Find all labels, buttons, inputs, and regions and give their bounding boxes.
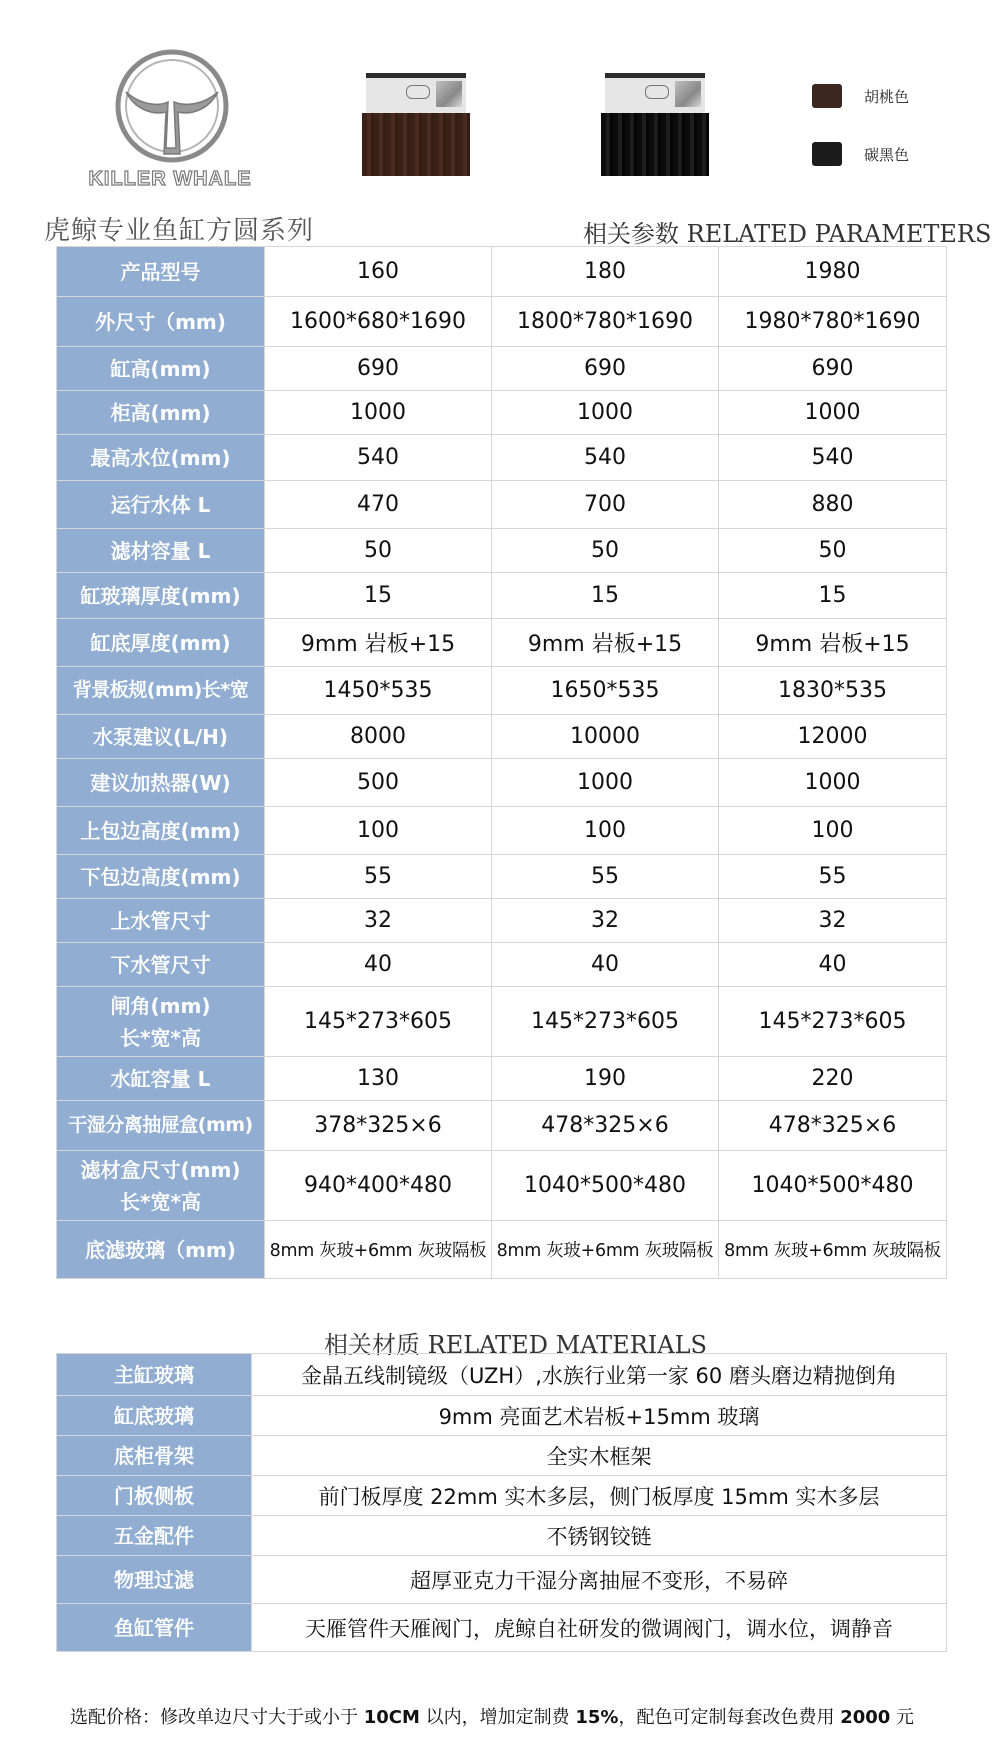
param-row [57,943,947,987]
param-value: 690 [492,347,719,391]
param-value: 1980 [719,247,947,297]
material-label: 五金配件 [57,1516,252,1556]
param-value: 540 [492,435,719,481]
pricing-note: 选配价格：修改单边尺寸大于或小于 10CM 以内，增加定制费 15%，配色可定制每套改色费用 2000 元 [70,1707,915,1728]
param-label [57,1221,265,1279]
param-value: 12000 [719,715,947,759]
param-value: 55 [492,855,719,899]
param-value: 1000 [492,759,719,807]
param-label [57,297,265,347]
param-value: 145*273*605 [265,987,492,1057]
material-label: 鱼缸管件 [57,1604,252,1652]
param-label [57,391,265,435]
param-label-text: 建议加热器(W) [90,770,231,795]
param-value: 55 [265,855,492,899]
param-row [57,481,947,529]
param-row [57,573,947,619]
param-value: 15 [492,573,719,619]
param-value: 1040*500*480 [719,1151,947,1221]
param-value: 1830*535 [719,667,947,715]
param-value: 8000 [265,715,492,759]
material-row [57,1354,947,1396]
param-value: 220 [719,1057,947,1101]
param-value: 478*325×6 [492,1101,719,1151]
param-label-text: 上水管尺寸 [110,908,211,933]
param-label-text: 上包边高度(mm) [80,818,241,843]
param-value: 8mm 灰玻+6mm 灰玻隔板 [265,1221,492,1279]
param-row [57,347,947,391]
param-label-text: 滤材盒尺寸(mm) [80,1157,241,1182]
param-label [57,759,265,807]
param-label-text: 干湿分离抽屉盒(mm) [68,1114,253,1137]
param-value: 130 [265,1057,492,1101]
material-label: 缸底玻璃 [57,1396,252,1436]
param-label-text: 滤材容量 L [110,538,211,563]
param-label [57,1151,265,1221]
param-row [57,297,947,347]
param-label [57,899,265,943]
param-label [57,855,265,899]
param-label-text: 下水管尺寸 [110,952,211,977]
material-value: 不锈钢铰链 [252,1516,947,1556]
material-value: 9mm 亮面艺术岩板+15mm 玻璃 [252,1396,947,1436]
params-table [56,246,947,1279]
param-label [57,667,265,715]
param-label-text: 下包边高度(mm) [80,864,241,889]
param-value: 940*400*480 [265,1151,492,1221]
param-value: 690 [265,347,492,391]
param-label-subtext: 长*宽*高 [120,1025,201,1050]
material-row [57,1396,947,1436]
carbon-black-label: 碳黑色 [864,145,910,164]
param-row [57,759,947,807]
param-row [57,1221,947,1279]
param-label-text: 闸角(mm) [110,993,211,1018]
param-value: 40 [492,943,719,987]
param-label [57,807,265,855]
materials-heading: 相关材质 RELATED MATERIALS [324,1331,707,1359]
param-value: 40 [265,943,492,987]
param-row [57,807,947,855]
param-row [57,987,947,1057]
param-value: 100 [265,807,492,855]
param-value: 15 [719,573,947,619]
param-value: 1600*680*1690 [265,297,492,347]
param-row [57,1101,947,1151]
param-value: 1980*780*1690 [719,297,947,347]
param-label-text: 水泵建议(L/H) [92,724,229,749]
param-row [57,1057,947,1101]
param-value: 378*325×6 [265,1101,492,1151]
material-label: 物理过滤 [57,1556,252,1604]
param-label-text: 水缸容量 L [110,1066,211,1091]
param-value: 700 [492,481,719,529]
materials-table [56,1353,947,1652]
param-value: 540 [719,435,947,481]
param-label-text: 背景板规(mm)长*宽 [72,679,249,702]
param-row [57,391,947,435]
param-value: 470 [265,481,492,529]
logo-wordmark: KILLER WHALE [88,168,252,190]
param-value: 190 [492,1057,719,1101]
param-value: 32 [265,899,492,943]
param-label-text: 产品型号 [120,259,201,284]
param-value: 9mm 岩板+15 [492,619,719,667]
param-value: 1000 [492,391,719,435]
material-row [57,1476,947,1516]
param-value: 8mm 灰玻+6mm 灰玻隔板 [492,1221,719,1279]
param-label [57,247,265,297]
param-label-text: 底滤玻璃（mm) [85,1237,236,1262]
param-label-text: 运行水体 L [110,492,211,517]
param-row [57,667,947,715]
material-value: 天雁管件天雁阀门，虎鲸自社研发的微调阀门，调水位，调静音 [252,1604,947,1652]
param-row [57,247,947,297]
param-value: 1650*535 [492,667,719,715]
param-value: 1000 [265,391,492,435]
param-label [57,619,265,667]
param-row [57,1151,947,1221]
param-value: 9mm 岩板+15 [265,619,492,667]
param-row [57,435,947,481]
param-value: 478*325×6 [719,1101,947,1151]
material-value: 全实木框架 [252,1436,947,1476]
param-value: 40 [719,943,947,987]
param-label [57,573,265,619]
carbon-black-swatch [812,142,842,166]
param-row [57,529,947,573]
material-value: 金晶五线制镜级（UZH）,水族行业第一家 60 磨头磨边精抛倒角 [252,1354,947,1396]
param-label [57,481,265,529]
product-photo-carbon [601,73,709,176]
material-row [57,1556,947,1604]
param-value: 1000 [719,391,947,435]
param-value: 100 [492,807,719,855]
walnut-label: 胡桃色 [864,87,910,106]
param-value: 50 [265,529,492,573]
color-option-walnut [812,81,972,111]
param-value: 180 [492,247,719,297]
param-row [57,855,947,899]
param-label-text: 缸高(mm) [110,356,211,381]
param-value: 500 [265,759,492,807]
param-value: 540 [265,435,492,481]
param-value: 145*273*605 [719,987,947,1057]
param-value: 145*273*605 [492,987,719,1057]
param-label [57,529,265,573]
param-value: 9mm 岩板+15 [719,619,947,667]
param-label [57,987,265,1057]
material-value: 超厚亚克力干湿分离抽屉不变形，不易碎 [252,1556,947,1604]
param-value: 1450*535 [265,667,492,715]
material-value: 前门板厚度 22mm 实木多层，侧门板厚度 15mm 实木多层 [252,1476,947,1516]
param-value: 1800*780*1690 [492,297,719,347]
walnut-swatch [812,84,842,108]
param-value: 10000 [492,715,719,759]
param-value: 50 [719,529,947,573]
param-label-text: 柜高(mm) [110,400,211,425]
param-value: 8mm 灰玻+6mm 灰玻隔板 [719,1221,947,1279]
param-label-text: 最高水位(mm) [90,445,231,470]
param-value: 160 [265,247,492,297]
param-value: 880 [719,481,947,529]
material-row [57,1436,947,1476]
param-row [57,715,947,759]
param-row [57,619,947,667]
param-label [57,715,265,759]
param-label-text: 外尺寸（mm) [95,309,226,334]
material-label: 主缸玻璃 [57,1354,252,1396]
param-label [57,1057,265,1101]
param-label-subtext: 长*宽*高 [120,1189,201,1214]
product-photo-walnut [362,73,470,176]
param-value: 100 [719,807,947,855]
param-value: 15 [265,573,492,619]
params-heading: 相关参数 RELATED PARAMETERS [583,220,992,248]
param-value: 1000 [719,759,947,807]
material-row [57,1604,947,1652]
param-value: 32 [492,899,719,943]
param-label [57,347,265,391]
param-label [57,1101,265,1151]
color-option-carbon-black [812,139,972,169]
param-label-text: 缸底厚度(mm) [90,630,231,655]
material-label: 底柜骨架 [57,1436,252,1476]
param-value: 690 [719,347,947,391]
param-value: 50 [492,529,719,573]
material-label: 门板侧板 [57,1476,252,1516]
param-label [57,435,265,481]
param-label [57,943,265,987]
param-value: 32 [719,899,947,943]
series-title: 虎鲸专业鱼缸方圆系列 [44,216,315,246]
material-row [57,1516,947,1556]
param-value: 55 [719,855,947,899]
param-value: 1040*500*480 [492,1151,719,1221]
param-row [57,899,947,943]
param-label-text: 缸玻璃厚度(mm) [80,583,241,608]
